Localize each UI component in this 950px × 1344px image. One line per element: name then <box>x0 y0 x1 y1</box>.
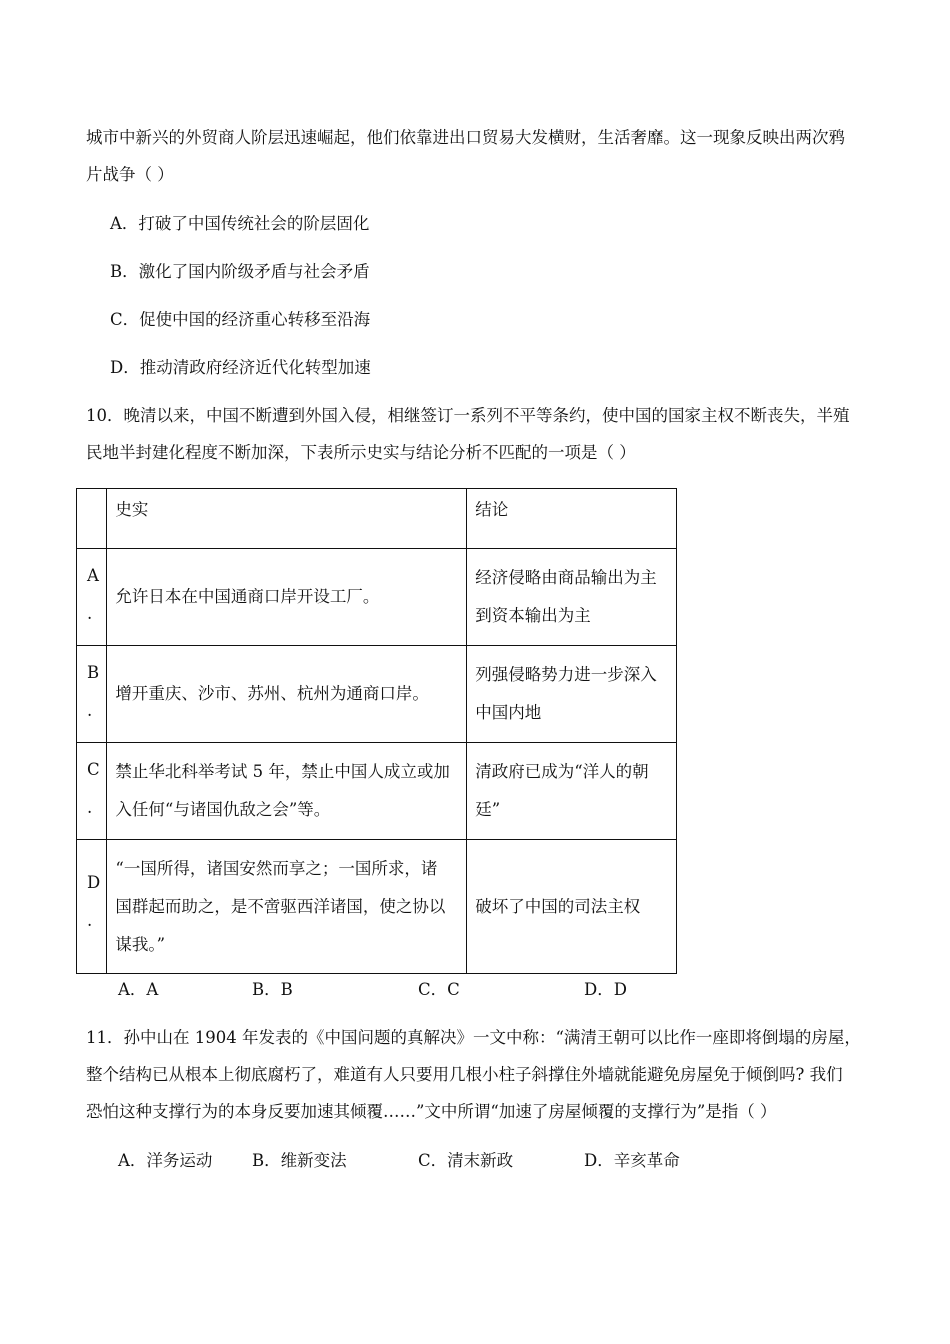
conclusion-line: 清政府已成为“洋人的朝 <box>475 762 649 781</box>
q10-table <box>76 488 677 974</box>
fact-line: 入任何“与诸国仇敌之会”等。 <box>115 800 331 819</box>
conclusion-line: 廷” <box>475 800 501 819</box>
table-row <box>77 840 677 974</box>
q10-answer-b: B．B <box>252 980 293 999</box>
q10-header-fact: 史实 <box>107 489 467 549</box>
conclusion-line: 列强侵略势力进一步深入 <box>475 665 657 684</box>
q10-row-fact <box>107 840 467 974</box>
row-dot: . <box>87 911 93 930</box>
q10-stem-line-2: 民地半封建化程度不断加深，下表所示史实与结论分析不匹配的一项是（ ） <box>86 443 636 462</box>
q10-row-label <box>77 646 107 743</box>
q10-answer-a: A．A <box>118 980 159 999</box>
q11-option-b: B．维新变法 <box>252 1151 347 1170</box>
q9-stem-line-2: 片战争（ ） <box>86 165 174 184</box>
q11-option-c: C．清末新政 <box>418 1151 514 1170</box>
row-dot: . <box>87 798 93 817</box>
table-row <box>77 549 677 646</box>
fact-line: 禁止华北科举考试 5 年，禁止中国人成立或加 <box>115 762 450 781</box>
table-row <box>77 646 677 743</box>
q10-row-conclusion <box>467 549 677 646</box>
q9-option-c: C．促使中国的经济重心转移至沿海 <box>110 310 371 329</box>
q10-row-fact <box>107 743 467 840</box>
row-dot: . <box>87 604 93 623</box>
row-dot: . <box>87 701 93 720</box>
row-letter: A <box>87 566 99 585</box>
q11-stem-line-3: 恐怕这种支撑行为的本身反要加速其倾覆……”文中所谓“加速了房屋倾覆的支撑行为”是指（ ） <box>86 1102 777 1121</box>
q9-option-b: B．激化了国内阶级矛盾与社会矛盾 <box>110 262 370 281</box>
conclusion-line: 破坏了中国的司法主权 <box>475 896 641 916</box>
q11-stem-line-2: 整个结构已从根本上彻底腐朽了，难道有人只要用几根小柱子斜撑住外墙就能避免房屋免于倾倒吗? 我们 <box>86 1065 843 1084</box>
q11-option-d: D．辛亥革命 <box>584 1151 680 1170</box>
q10-header-conclusion: 结论 <box>467 489 677 549</box>
row-letter: D <box>87 873 101 892</box>
row-letter: B <box>87 663 100 682</box>
q9-stem-line-1: 城市中新兴的外贸商人阶层迅速崛起，他们依靠进出口贸易大发横财，生活奢靡。这一现象反映出两次鸦 <box>86 128 845 147</box>
table-row <box>77 743 677 840</box>
fact-line: 谋我。” <box>115 934 166 954</box>
q10-row-conclusion <box>467 743 677 840</box>
fact-line: 允许日本在中国通商口岸开设工厂。 <box>115 587 380 606</box>
q10-row-fact <box>107 549 467 646</box>
fact-line: 增开重庆、沙市、苏州、杭州为通商口岸。 <box>115 684 429 703</box>
q10-answer-d: D．D <box>584 980 627 999</box>
fact-line: 国群起而助之，是不啻驱西洋诸国，使之协以 <box>115 896 446 916</box>
row-letter: C <box>87 760 100 779</box>
conclusion-line: 中国内地 <box>475 703 542 722</box>
q10-stem-line-1: 10．晚清以来，中国不断遭到外国入侵，相继签订一系列不平等条约，使中国的国家主权不断丧失，半殖 <box>86 406 850 425</box>
conclusion-line: 到资本输出为主 <box>475 606 591 625</box>
fact-line: “一国所得，诸国安然而享之；一国所求，诸 <box>115 858 438 878</box>
q10-table-header-row <box>77 489 677 549</box>
q9-option-a: A．打破了中国传统社会的阶层固化 <box>110 214 370 233</box>
q10-header-blank <box>77 489 107 549</box>
q10-row-conclusion <box>467 840 677 974</box>
conclusion-line: 经济侵略由商品输出为主 <box>475 568 657 587</box>
q9-option-d: D．推动清政府经济近代化转型加速 <box>110 358 371 377</box>
q10-row-label <box>77 549 107 646</box>
q10-row-fact <box>107 646 467 743</box>
q10-row-conclusion <box>467 646 677 743</box>
q11-option-a: A．洋务运动 <box>118 1151 213 1170</box>
q11-stem-line-1: 11．孙中山在 1904 年发表的《中国问题的真解决》一文中称：“满清王朝可以比作一座即将倒塌的房屋， <box>86 1028 861 1047</box>
q10-row-label <box>77 743 107 840</box>
q10-answer-c: C．C <box>418 980 460 999</box>
q10-row-label <box>77 840 107 974</box>
